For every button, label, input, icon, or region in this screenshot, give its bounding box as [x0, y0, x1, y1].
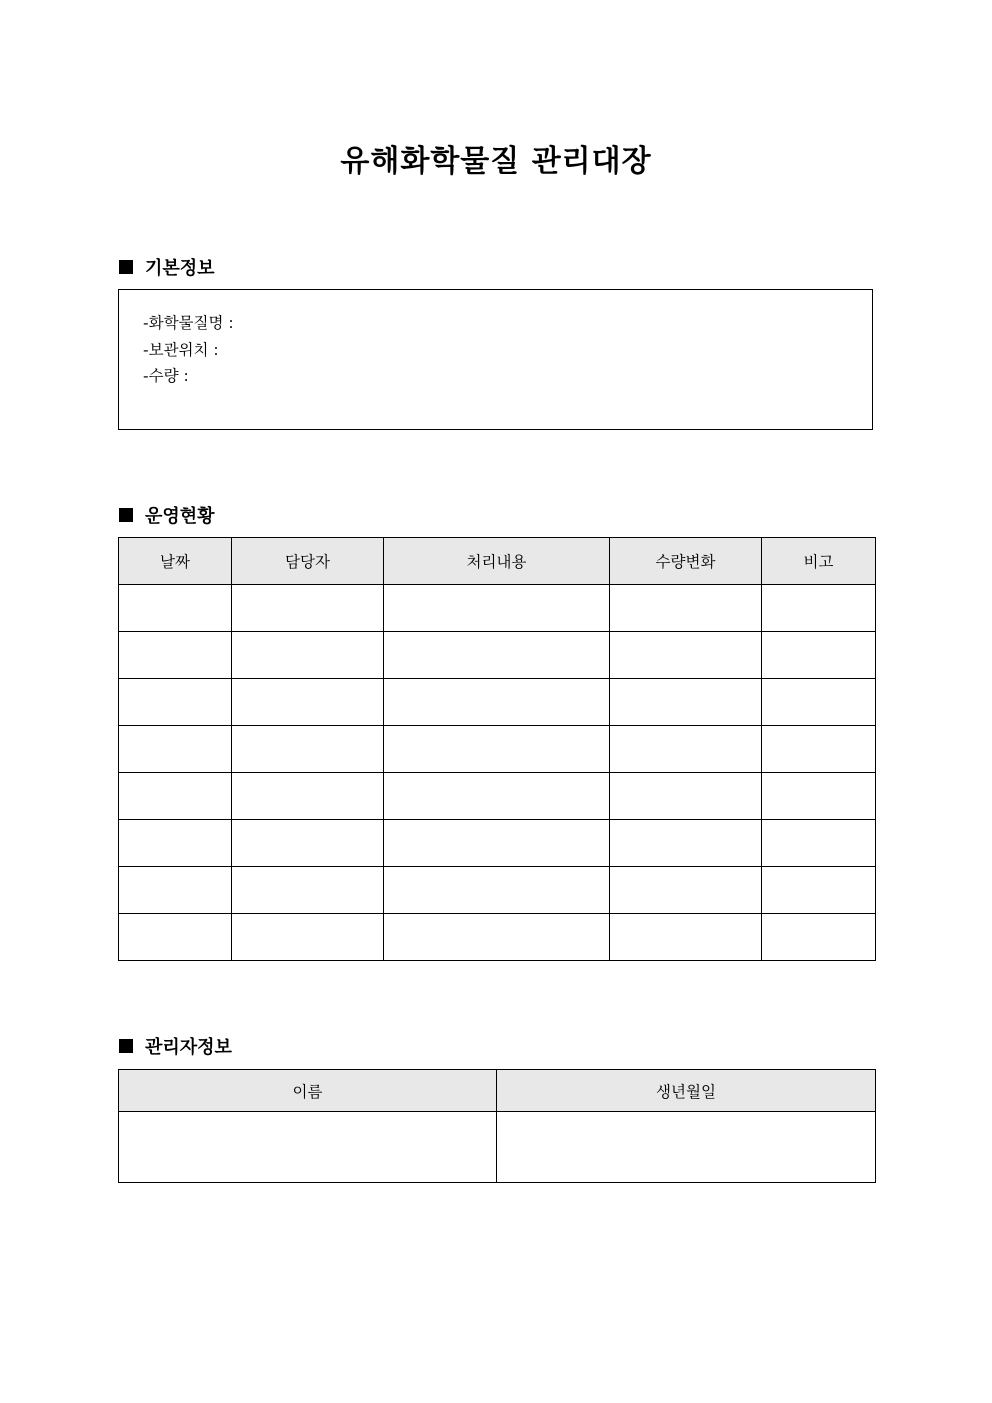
- table-cell[interactable]: [610, 726, 762, 773]
- table-row: [119, 726, 876, 773]
- section-heading-basic-info: [119, 254, 215, 280]
- table-cell[interactable]: [232, 679, 384, 726]
- table-cell[interactable]: [610, 632, 762, 679]
- table-row: [119, 820, 876, 867]
- manager-birthdate-cell[interactable]: [497, 1112, 876, 1183]
- column-header-remarks: 비고: [762, 538, 876, 585]
- column-header-name: 이름: [119, 1070, 497, 1112]
- table-row: [119, 679, 876, 726]
- section-heading-label: 기본정보: [145, 258, 215, 279]
- table-cell[interactable]: [384, 914, 610, 961]
- table-cell[interactable]: [384, 726, 610, 773]
- section-heading-label: 운영현황: [145, 506, 215, 527]
- table-cell[interactable]: [232, 820, 384, 867]
- document-title: 유해화학물질 관리대장: [340, 144, 652, 179]
- table-cell[interactable]: [119, 632, 232, 679]
- square-bullet-icon: [119, 1039, 133, 1053]
- table-row: [119, 914, 876, 961]
- table-cell[interactable]: [610, 585, 762, 632]
- table-cell[interactable]: [384, 679, 610, 726]
- table-cell[interactable]: [610, 820, 762, 867]
- field-chemical-name[interactable]: [143, 310, 872, 337]
- table-cell[interactable]: [119, 726, 232, 773]
- table-cell[interactable]: [762, 726, 876, 773]
- basic-info-box: [118, 289, 873, 430]
- table-cell[interactable]: [232, 914, 384, 961]
- table-cell[interactable]: [232, 726, 384, 773]
- table-row: [119, 773, 876, 820]
- table-header-row: [119, 538, 876, 585]
- table-cell[interactable]: [762, 679, 876, 726]
- square-bullet-icon: [119, 508, 133, 522]
- table-cell[interactable]: [762, 773, 876, 820]
- table-cell[interactable]: [232, 585, 384, 632]
- table-header-row: [119, 1070, 876, 1112]
- table-cell[interactable]: [610, 679, 762, 726]
- column-header-details: 처리내용: [384, 538, 610, 585]
- table-cell[interactable]: [119, 820, 232, 867]
- table-cell[interactable]: [762, 585, 876, 632]
- field-label: -화학물질명 :: [143, 314, 234, 332]
- operations-table: [118, 537, 876, 961]
- table-cell[interactable]: [119, 914, 232, 961]
- table-cell[interactable]: [119, 867, 232, 914]
- table-cell[interactable]: [384, 773, 610, 820]
- manager-info-table: [118, 1069, 876, 1183]
- table-cell[interactable]: [384, 632, 610, 679]
- table-cell[interactable]: [762, 820, 876, 867]
- table-cell[interactable]: [762, 914, 876, 961]
- column-header-quantity-change: 수량변화: [610, 538, 762, 585]
- column-header-date: 날짜: [119, 538, 232, 585]
- table-row: [119, 585, 876, 632]
- table-cell[interactable]: [762, 867, 876, 914]
- table-cell[interactable]: [610, 914, 762, 961]
- section-heading-label: 관리자정보: [145, 1037, 232, 1058]
- column-header-person: 담당자: [232, 538, 384, 585]
- field-label: -보관위치 :: [143, 340, 219, 359]
- field-label: -수량 :: [143, 367, 189, 385]
- table-row: [119, 1112, 876, 1183]
- table-row: [119, 867, 876, 914]
- table-cell[interactable]: [232, 773, 384, 820]
- section-heading-operations: [119, 502, 215, 528]
- table-cell[interactable]: [610, 867, 762, 914]
- square-bullet-icon: [119, 260, 133, 274]
- table-cell[interactable]: [119, 679, 232, 726]
- manager-name-cell[interactable]: [119, 1112, 497, 1183]
- column-header-birthdate: 생년월일: [497, 1070, 876, 1112]
- table-cell[interactable]: [762, 632, 876, 679]
- table-cell[interactable]: [232, 632, 384, 679]
- table-cell[interactable]: [384, 867, 610, 914]
- section-heading-manager-info: [119, 1033, 232, 1059]
- table-cell[interactable]: [232, 867, 384, 914]
- table-cell[interactable]: [119, 773, 232, 820]
- table-cell[interactable]: [119, 585, 232, 632]
- field-quantity[interactable]: [143, 363, 872, 390]
- table-cell[interactable]: [384, 585, 610, 632]
- field-storage-location[interactable]: [143, 337, 872, 364]
- table-row: [119, 632, 876, 679]
- table-cell[interactable]: [384, 820, 610, 867]
- table-cell[interactable]: [610, 773, 762, 820]
